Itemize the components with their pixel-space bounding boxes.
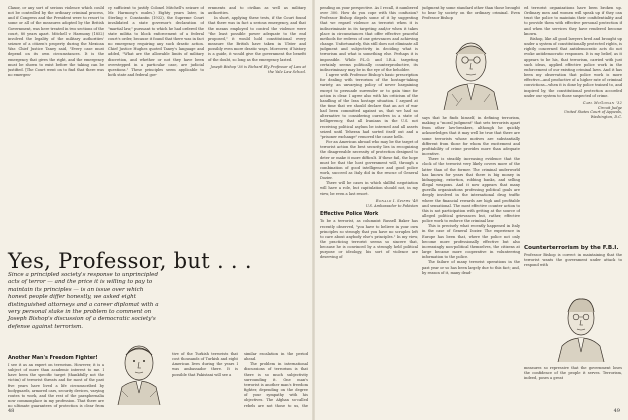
article-column-a xyxy=(8,352,104,408)
paragraph: says that he finds himself, in defining terrorism, making a "moral judgment" that sets terrorists apart from other law-breakers, although he quickly acknowledges that it may well be true that there are some terrorists whose motives are substantially different from those for whom the excitement and profitability of crime provides more than adequate incentive. xyxy=(422,116,520,157)
article-column-i xyxy=(524,242,622,282)
portrait-sketch-icon xyxy=(552,290,610,362)
right-page xyxy=(314,0,628,420)
portrait-sketch-icon xyxy=(436,30,506,110)
portrait-illustration-mcgowan xyxy=(436,30,506,110)
page-number-left: 48 xyxy=(8,408,15,414)
paragraph: The failure of many terrorist operations in the past year or so has been largely due to this fact; and, by reason of it, many dead- xyxy=(422,260,520,275)
article-column-g xyxy=(422,116,520,406)
paragraph: The problem in international discussions of terrorism is that there is so much subjectivity surrounding it. One man's terrorist is another man's freedom fighter, depending on the degree of your sympathy with his objectives. The Afghan so-called rebels are not those to us, the xyxy=(244,362,308,408)
article-column-left-top xyxy=(8,6,104,234)
paragraph: I see it as an expert on terrorism. However, it is a subject of more than academic interest to me. I have been the specific target (thankfully not the victim) of terrorist threats and for most of the past five years have lived a life circumscribed by bodyguards, armored cars, security devices, varying routes to work, and the rest of the paraphernalia now commonplace in my profession. That there are no ultimate guarantees of protection is clear from xyxy=(8,363,104,408)
paragraph: cy sufficient to justify Colonel Mitchell's seizure of Mr. Harmony's mules.) Eighty years later, in Sterling v. Constantin (1932), the Supreme Court invalidated a state governor's declaration of "martial law," pursuant to which he had ordered the state militia to block enforcement of a federal court's order, because it found that there was in fact no emergency requiring any such drastic action. Chief Justice Hughes quoted Taney's language and added, "What are the allowable limits of military discretion, and whether or not they have been overstepped in a particular case, are judicial questions." These principles seem applicable to both state and federal gov- xyxy=(108,6,204,78)
paragraph: tive of the Turkish terrorists that cost thousands of Turkish and eight American lives during the years I was ambassador there. It is possible that Pakistani will see a xyxy=(172,352,238,377)
paragraph: Professor Bishop is correct in maintaining that the terrorist wants the government under attack to respond with xyxy=(524,253,622,268)
paragraph: In short, applying these tests, if the Court found that there was in fact a serious emergency, and that the means employed to control the violence were "the least possible power adequate to the end proposed," it would hold constitutional every measure the British have taken in Ulster and possibly even more drastic ways. Moreover, if history is a guide, it would give the government the benefit of the doubt, so long as the emergency lasted. xyxy=(208,16,306,62)
mcgowan-signature: Carl McGowan '32 Circuit Judge United States Court of Appeals, Washington, D.C. xyxy=(564,100,622,120)
paragraph: judgment by some standard other than those brought to bear by society on the ordinary criminal. Even Professor Bishop xyxy=(422,6,520,21)
portrait-illustration-fbi xyxy=(552,290,610,362)
spiers-signature: Ronald I. Spiers '48 U.S. Ambassador to Pakistan xyxy=(365,198,418,208)
article-column-c xyxy=(244,352,308,408)
portrait-illustration-spiers xyxy=(110,337,168,405)
paragraph: ernments and to civilian as well as military authorities. xyxy=(208,6,306,16)
article-headline: Yes, Professor, but . . . xyxy=(8,249,252,273)
subhead-freedom-fighter: Another Man's Freedom Fighter! xyxy=(8,355,98,361)
paragraph: ed terrorist organizations have been broken up. Ordinary men and women will speak up if they can trust the police to maintain their confidentiality and to provide them with effective personal protection if and when the services they have rendered become known. xyxy=(524,6,622,36)
portrait-sketch-icon xyxy=(110,337,168,405)
paragraph: measures so repressive that the government loses the confidence of the people it serves. Terrorism, indeed, poses a great xyxy=(524,366,622,381)
paragraph: To be a terrorist, as columnist Russell Baker has recently observed, "you have to believe in your own principles so strongly that you have no scruples left to care about anybody else's principles." In my view, the practicing terrorist seems so sincere that, because he is convinced by a strongly held political purpose or ideology, his sort of violence are deserving of xyxy=(320,219,418,260)
bishop-signature: Joseph Bishop '36 is Richard Ely Professor of Law at the Yale Law School. xyxy=(210,64,306,74)
article-deck: Since a principled society's response to unprincipled acts of terror — and the price it is willing to pay to maintain its principles — is an issue over which honest people differ honestly, we asked eight distinguished attorneys and a career diplomat with a very personal stake in the problem to comment on Joseph Bishop's discussion of a democratic society's defense against terrorism. xyxy=(8,272,159,330)
article-column-d xyxy=(320,6,418,406)
paragraph: For an American abroad who may be the target of terrorist action the best security lies in recognizing the disagreeable necessity of protection designed to deter or make it more difficult. If these fail, the hope must be that the host government will, through a combination of good intelligence and good police work, succeed as Italy did in the rescue of General Dozier. xyxy=(320,140,418,181)
paragraph: pending on your perspective. As I recall, it numbered over 300. How do you cope with this confusion? Professor Bishop dispels some of it by suggesting that we regard violence as terrorist when it is indiscriminate in its targeting and/or when it takes place in circumstances that offer effective peaceful methods for redress of one grievances and achieving change. Unfortunately, this still does not eliminate all judgment and subjectivity in deciding what is terrorism and what is something else. Perhaps it is impossible. While P.L.O. and I.R.A. targeting certainly seems politically counterproductive, its indiscriminacy may be in the eye of the beholder. xyxy=(320,6,418,72)
article-column-mid-top xyxy=(108,6,204,234)
paragraph: similar escalation in the period ahead. xyxy=(244,352,308,362)
paragraph: Claxor, or any sort of serious violence which could not be controlled by the ordinary criminal process, and if Congress and the President were to resort to some or all of the measures adopted by the British Government, was here treated in two sections of the court, 80 years apart. Mitchell v. Harmony (1852) involved the legality of the military authorities' seizure of a citizen's property during the Mexican War. Chief Justice Taney said, "Every case must depend on its own circumstances. It is the emergency that gives the right, and the emergency must be shown to exist before the taking can be justified. [The Court went on to find that there was no emergen- xyxy=(8,6,104,78)
paragraph: There is steadily increasing evidence that the clock of the terrorist very likely covers more of the latter than of the former. The criminal underworld has known for years that there is big money in kidnapping, extortion, robbing banks, and selling illegal weapons. And it now appears that many guerilla organizations professing political goals are deeply involved in the international drug traffic where the financial rewards are high and profitable and sensational. The most effective counter action to this is not participation with getting at the source of alleged political grievances but, rather, effective police work to enforce the criminal law. xyxy=(422,157,520,224)
article-column-h xyxy=(524,6,622,242)
page-number-right: 49 xyxy=(613,408,620,414)
paragraph: I agree with Professor Bishop's basic prescription for dealing with terrorism of the hostage-taking variety, an unvarying policy of never bargaining except to persuade surrender or to gain time for action is clear. I agree also with his criticism of the handling of the Iran hostage situation. I argued at the time that we should declare that an act of war had been committed against us, that we had no alternative to considering ourselves in a state of belligerency, that all Iranians in the U.S. not receiving political asylum be interned and all assets seized until Teheran had sorted itself out and a "prisoner exchange" removed the cause hells. xyxy=(320,73,418,139)
article-column-right-top xyxy=(208,6,306,234)
paragraph: Bishop, like all good lawyers bred and brought up under a system of constitutionally protected rights, is rightly concerned that antidemocratic acts do not evoke antidemocratic responses. It is my belief, as it appears to be his, that terrorism, carried with just such ideas, applied effective police work in the enforcement of our existing criminal laws. And it has been my observation that police work is more effective—and productive of a higher rate of criminal convictions—when it is done by police trained to, and inspired by, the constitutional protection accorded under our system to those suspected of crime. xyxy=(524,36,622,98)
paragraph: This is precisely what recently happened in Italy in the case of General Dozier. The experience in Europe has been that, where the police not only become more professionally effective but also increasingly non-political themselves, the citizens at large became more cooperative in volunteering information to the police. xyxy=(422,224,520,260)
article-column-j xyxy=(524,366,622,406)
paragraph: There will be cases in which skillful negotiation will have a role, but capitulation should not, in my view, be even a last resort. xyxy=(320,181,418,196)
subhead-effective-police: Effective Police Work xyxy=(320,211,379,218)
article-column-b-visible xyxy=(172,352,238,408)
subhead-fbi: Counterterrorism by the F.B.I. xyxy=(524,245,619,251)
